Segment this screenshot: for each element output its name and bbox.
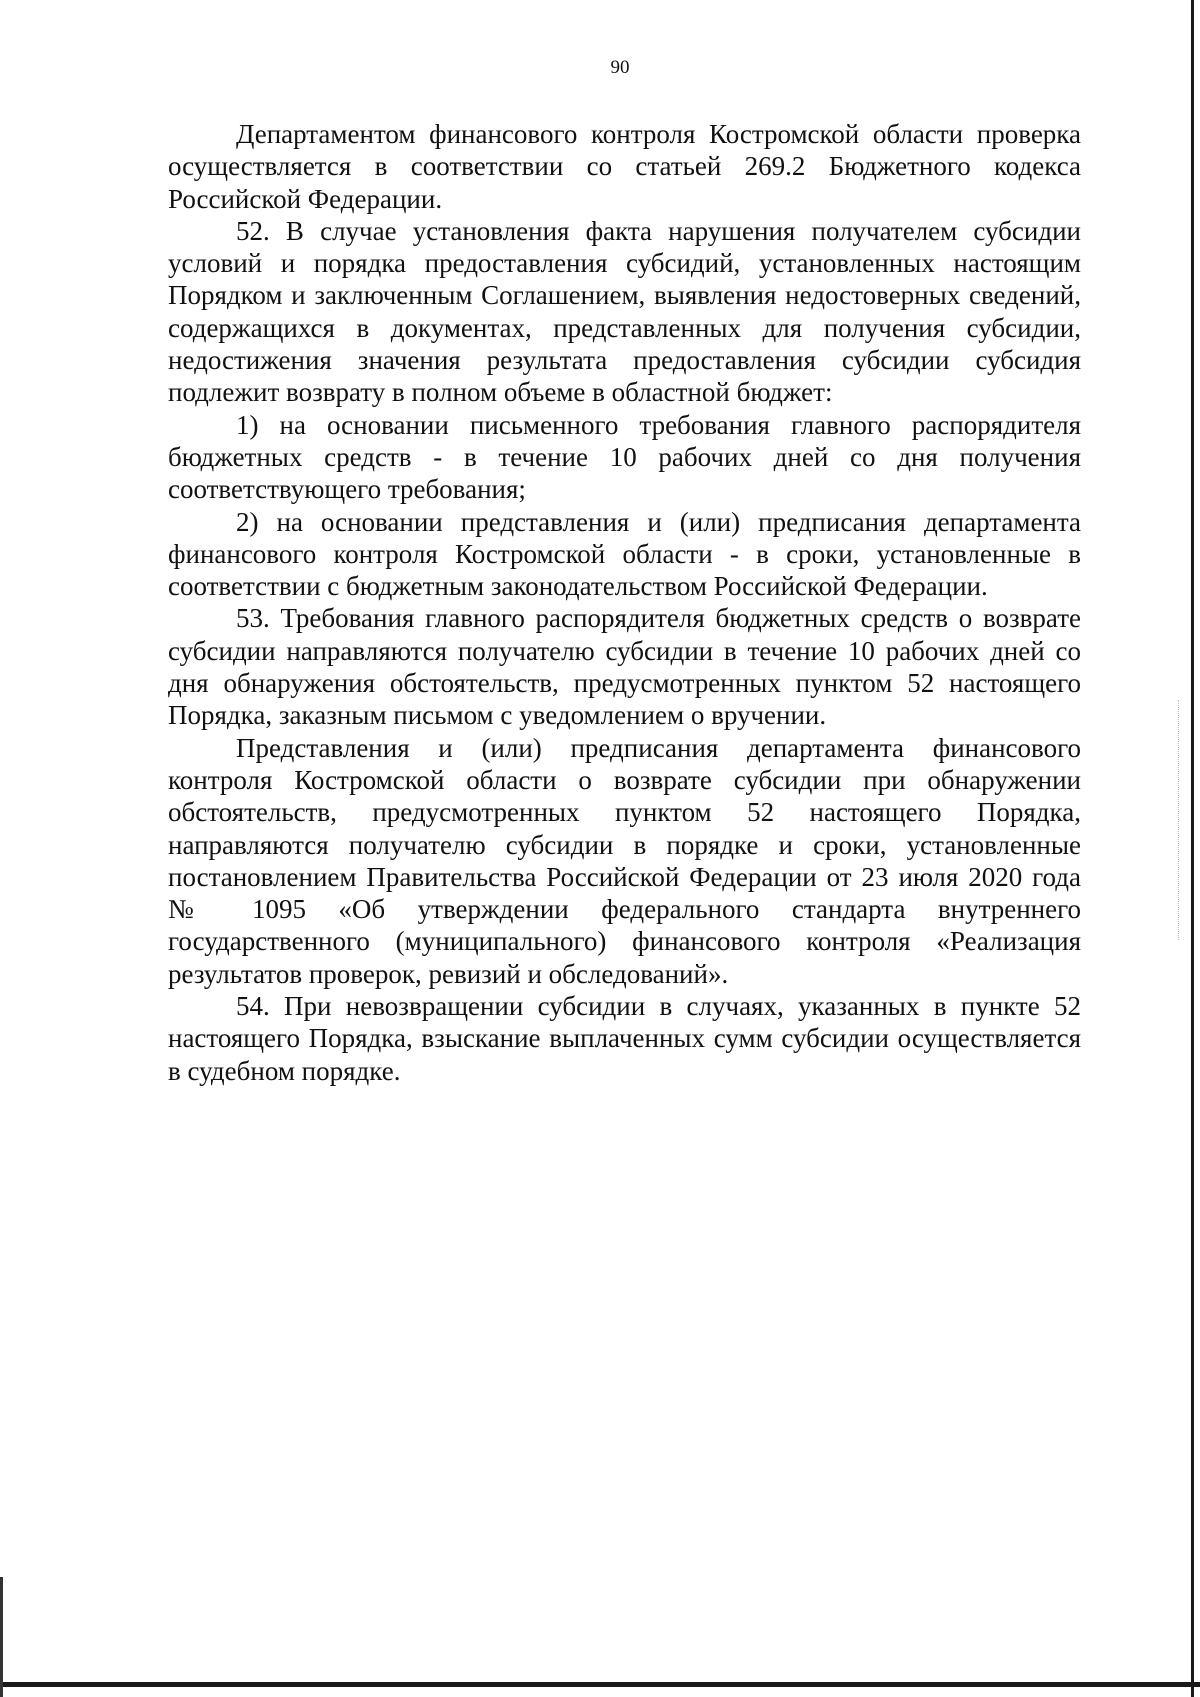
paragraph-clause-52-item-2: 2) на основании представления и (или) предписания департамента финансового контроля Костромской области - в сроки, установленные в соответствии с бюджетным законодательством Российской Федерации. bbox=[168, 506, 1081, 602]
paragraph-clause-53-representations: Представления и (или) предписания департамента финансового контроля Костромской области о возврате субсидии при обнаружении обстоятельств, предусмотренных пунктом 52 настоящего Порядка, направляются получателю субсидии в порядке и сроки, установленные постановлением Правительства Российской Федерации от 23 июля 2020 года № 1095 «Об утверждении федерального стандарта внутреннего государственного (муниципального) финансового контроля «Реализация результатов проверок, ревизий и обследований». bbox=[168, 732, 1081, 989]
paragraph-clause-52-item-1: 1) на основании письменного требования главного распорядителя бюджетных средств - в течение 10 рабочих дней со дня получения соответствующего требования; bbox=[168, 409, 1081, 505]
paragraph-clause-54: 54. При невозвращении субсидии в случаях, указанных в пункте 52 настоящего Порядка, взыскание выплаченных сумм субсидии осуществляется в судебном порядке. bbox=[168, 991, 1081, 1086]
scan-edge-right bbox=[1191, 0, 1194, 1697]
paragraph-clause-53: 53. Требования главного распорядителя бюджетных средств о возврате субсидии направляются получателю субсидии в течение 10 рабочих дней со дня обнаружения обстоятельств, предусмотренных пунктом 52 настоящего Порядка, заказным письмом с уведомлением о вручении. bbox=[168, 603, 1081, 731]
document-body bbox=[168, 118, 1081, 1087]
scan-edge-left bbox=[0, 1577, 3, 1697]
page-number: 90 bbox=[610, 57, 630, 78]
scan-edge-bottom bbox=[0, 1682, 1200, 1687]
scan-noise bbox=[1178, 700, 1180, 940]
paragraph-clause-52: 52. В случае установления факта нарушения получателем субсидии условий и порядка предоставления субсидий, установленных настоящим Порядком и заключенным Соглашением, выявления недостоверных сведений, содержащихся в документах, представленных для получения субсидии, недостижения значения результата предоставления субсидии субсидия подлежит возврату в полном объеме в областной бюджет: bbox=[168, 215, 1081, 408]
paragraph-verification-statement: Департаментом финансового контроля Костромской области проверка осуществляется в соответствии со статьей 269.2 Бюджетного кодекса Российской Федерации. bbox=[168, 119, 1081, 214]
